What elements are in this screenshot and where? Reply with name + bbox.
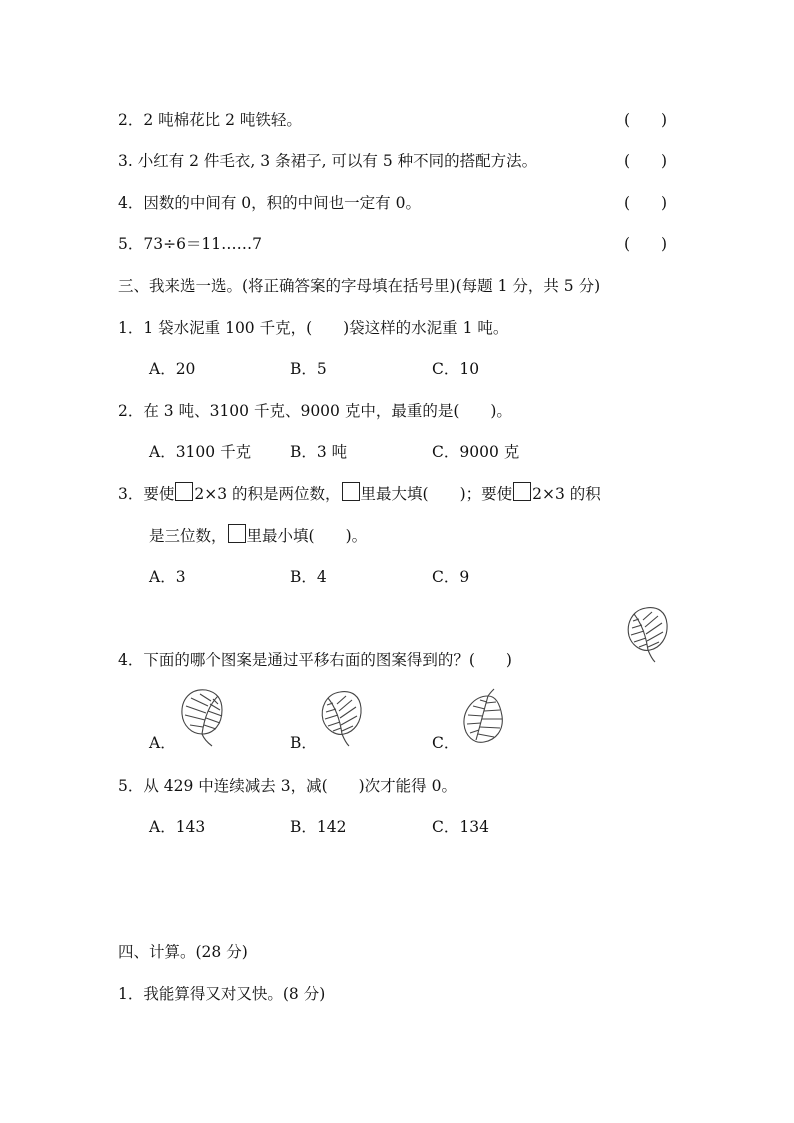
section-3-heading: 三、我来选一选。(将正确答案的字母填在括号里)(每题 1 分，共 5 分) — [118, 277, 601, 295]
q3-part1: 2×3 的积是两位数， — [194, 485, 341, 503]
judge-item-5: 5．73÷6＝11……7 — [118, 235, 263, 253]
option-c[interactable]: C．134 — [432, 818, 489, 836]
q3-line2-prefix: 是三位数， — [149, 527, 227, 545]
q3-part3: 2×3 的积 — [532, 485, 601, 503]
blank-box[interactable] — [342, 482, 360, 501]
choice-question-1: 1．1 袋水泥重 100 千克，( )袋这样的水泥重 1 吨。 — [118, 319, 509, 337]
option-a[interactable]: A．143 — [149, 818, 206, 836]
q3-prefix: 3．要使 — [118, 485, 175, 503]
blank-box[interactable] — [228, 524, 246, 543]
choice-question-3-line2 — [149, 524, 367, 546]
judge-item-4: 4．因数的中间有 0，积的中间也一定有 0。 — [118, 194, 421, 212]
section-4-heading: 四、计算。(28 分) — [118, 943, 248, 961]
option-c[interactable]: C．9 — [432, 568, 470, 586]
answer-blank[interactable]: ( ) — [624, 235, 668, 253]
answer-blank[interactable]: ( ) — [624, 152, 668, 170]
q3-line2-suffix: 里最小填( )。 — [246, 527, 368, 545]
reference-leaf-image — [624, 600, 670, 664]
answer-blank[interactable]: ( ) — [624, 111, 668, 129]
option-a[interactable]: A．3 — [149, 568, 186, 586]
option-c[interactable]: C．9000 克 — [432, 443, 520, 461]
choice-question-3 — [118, 482, 601, 504]
answer-blank[interactable]: ( ) — [624, 194, 668, 212]
option-b[interactable]: B．5 — [290, 360, 327, 378]
choice-question-5: 5．从 429 中连续减去 3，减( )次才能得 0。 — [118, 777, 457, 795]
leaf-option-c-image[interactable] — [458, 688, 508, 750]
judge-item-3: 3. 小红有 2 件毛衣, 3 条裙子, 可以有 5 种不同的搭配方法。 — [118, 152, 538, 170]
blank-box[interactable] — [175, 482, 193, 501]
choice-question-2: 2．在 3 吨、3100 千克、9000 克中，最重的是( )。 — [118, 402, 512, 420]
calc-question-1: 1．我能算得又对又快。(8 分) — [118, 985, 326, 1003]
option-a[interactable]: A．20 — [149, 360, 196, 378]
option-b[interactable]: B．3 吨 — [290, 443, 348, 461]
leaf-option-b-image[interactable] — [318, 684, 364, 748]
option-c[interactable]: C． — [432, 734, 460, 752]
option-b[interactable]: B．142 — [290, 818, 347, 836]
option-b[interactable]: B．4 — [290, 568, 327, 586]
option-b[interactable]: B． — [290, 734, 317, 752]
leaf-option-a-image[interactable] — [178, 684, 228, 748]
judge-item-2: 2．2 吨棉花比 2 吨铁轻。 — [118, 111, 302, 129]
q3-part2: 里最大填( )；要使 — [360, 485, 513, 503]
option-a[interactable]: A． — [149, 734, 176, 752]
choice-question-4: 4．下面的哪个图案是通过平移右面的图案得到的？( ) — [118, 651, 512, 669]
option-c[interactable]: C．10 — [432, 360, 480, 378]
option-a[interactable]: A．3100 千克 — [149, 443, 252, 461]
blank-box[interactable] — [513, 482, 531, 501]
